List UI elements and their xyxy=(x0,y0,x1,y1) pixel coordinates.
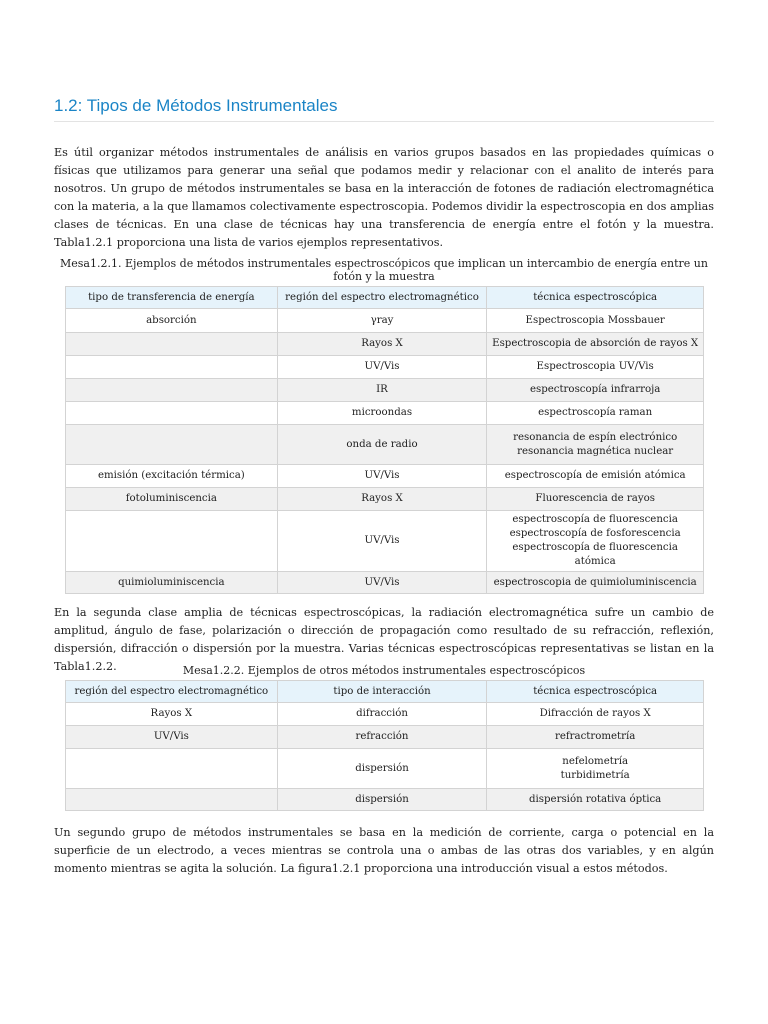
table-cell: UV/Vis xyxy=(66,726,278,749)
table-cell: UV/Vis xyxy=(277,511,487,572)
table-cell-line: turbidimetría xyxy=(560,769,630,781)
table2-caption: Mesa1.2.2. Ejemplos de otros métodos instrumentales espectroscópicos xyxy=(182,664,586,677)
table-cell-line: espectroscopía de fosforescencia xyxy=(509,528,681,539)
table-row xyxy=(66,333,704,356)
table-row xyxy=(66,703,704,726)
table-cell: microondas xyxy=(277,402,487,425)
table-cell xyxy=(66,379,278,402)
table-row xyxy=(66,726,704,749)
table-row xyxy=(66,488,704,511)
table-cell-line: resonancia de espín electrónico xyxy=(513,431,678,443)
intro-paragraph: Es útil organizar métodos instrumentales de análisis en varios grupos basados en las propiedades químicas o físicas que utilizamos para generar una señal que podamos medir y relacionar con el analito de interés para nosotros. Un grupo de métodos instrumentales se basa en la interacción de fotones de radiación electromagnética con la materia, a la que llamamos colectivamente espectroscopia. Podemos dividir la espectroscopia en dos amplias clases de técnicas. En una clase de técnicas hay una transferencia de energía entre el fotón y la muestra. Tabla1.2.1 proporciona una lista de varios ejemplos representativos. xyxy=(54,146,714,249)
table-cell xyxy=(66,749,278,789)
table-cell: quimioluminiscencia xyxy=(66,572,278,594)
table1-header: técnica espectroscópica xyxy=(487,287,704,309)
table-cell: refracción xyxy=(277,726,487,749)
table-row xyxy=(66,309,704,333)
table-cell: Fluorescencia de rayos xyxy=(487,488,704,511)
table2 xyxy=(65,680,704,811)
table-cell: UV/Vis xyxy=(277,465,487,488)
table-row xyxy=(66,465,704,488)
table-row xyxy=(66,356,704,379)
table-cell-line: espectroscopía de fluorescencia atómica xyxy=(512,542,678,567)
table2-header: técnica espectroscópica xyxy=(487,681,704,703)
table2-header: tipo de interacción xyxy=(277,681,487,703)
table-cell: Rayos X xyxy=(277,488,487,511)
table1 xyxy=(65,286,704,594)
table-cell xyxy=(487,749,704,789)
table-cell xyxy=(66,402,278,425)
table-row xyxy=(66,511,704,572)
table-cell: difracción xyxy=(277,703,487,726)
table-row xyxy=(66,402,704,425)
table-row xyxy=(66,425,704,465)
table-cell: Espectroscopia UV/Vis xyxy=(487,356,704,379)
table-cell: Difracción de rayos X xyxy=(487,703,704,726)
table2-header-row xyxy=(66,681,704,703)
table-cell xyxy=(66,789,278,811)
table-row xyxy=(66,572,704,594)
page-title: 1.2: Tipos de Métodos Instrumentales xyxy=(54,96,714,122)
second-paragraph: En la segunda clase amplia de técnicas espectroscópicas, la radiación electromagnética sufre un cambio de amplitud, ángulo de fase, polarización o dirección de propagación como resultado de su refracción, reflexión, dispersión, difracción o dispersión por la muestra. Varias técnicas espectroscópicas representativas se listan en la Tabla1.2.2. xyxy=(54,606,714,673)
table2-body xyxy=(66,703,704,811)
table-cell: IR xyxy=(277,379,487,402)
table-cell xyxy=(66,511,278,572)
table-cell: espectroscopía infrarroja xyxy=(487,379,704,402)
table-cell: dispersión xyxy=(277,749,487,789)
table-cell: UV/Vis xyxy=(277,572,487,594)
table-row xyxy=(66,379,704,402)
table-cell: espectroscopía raman xyxy=(487,402,704,425)
table-cell: espectroscopía de emisión atómica xyxy=(487,465,704,488)
table-cell xyxy=(487,425,704,465)
table1-header: tipo de transferencia de energía xyxy=(66,287,278,309)
table1-body xyxy=(66,309,704,594)
third-paragraph: Un segundo grupo de métodos instrumentales se basa en la medición de corriente, carga o potencial en la superficie de un electrodo, a veces mientras se controla una o ambas de las otras dos variables, y en algún momento mientras se agita la solución. La figura1.2.1 proporciona una introducción visual a estos métodos. xyxy=(54,826,714,875)
table-cell: γray xyxy=(277,309,487,333)
table-cell: espectroscopia de quimioluminiscencia xyxy=(487,572,704,594)
table-cell-line: nefelometría xyxy=(562,755,629,767)
table-row xyxy=(66,789,704,811)
table-row xyxy=(66,749,704,789)
table-cell: Rayos X xyxy=(66,703,278,726)
table2-header: región del espectro electromagnético xyxy=(66,681,278,703)
table-cell-line: espectroscopía de fluorescencia xyxy=(512,514,678,525)
table-cell: emisión (excitación térmica) xyxy=(66,465,278,488)
table1-header: región del espectro electromagnético xyxy=(277,287,487,309)
table-cell xyxy=(487,511,704,572)
table1-header-row xyxy=(66,287,704,309)
table-cell xyxy=(66,425,278,465)
table-cell: dispersión xyxy=(277,789,487,811)
table-cell xyxy=(66,356,278,379)
table-cell: fotoluminiscencia xyxy=(66,488,278,511)
table-cell xyxy=(66,333,278,356)
table-cell: absorción xyxy=(66,309,278,333)
table-cell-line: resonancia magnética nuclear xyxy=(517,445,674,457)
table-cell: refractrometría xyxy=(487,726,704,749)
table-cell: Rayos X xyxy=(277,333,487,356)
table-cell: dispersión rotativa óptica xyxy=(487,789,704,811)
table-cell: Espectroscopia de absorción de rayos X xyxy=(487,333,704,356)
table1-caption: Mesa1.2.1. Ejemplos de métodos instrumentales espectroscópicos que implican un intercambio de energía entre un fotón y la muestra xyxy=(60,257,708,283)
table-cell: onda de radio xyxy=(277,425,487,465)
table-cell: UV/Vis xyxy=(277,356,487,379)
table-cell: Espectroscopia Mossbauer xyxy=(487,309,704,333)
